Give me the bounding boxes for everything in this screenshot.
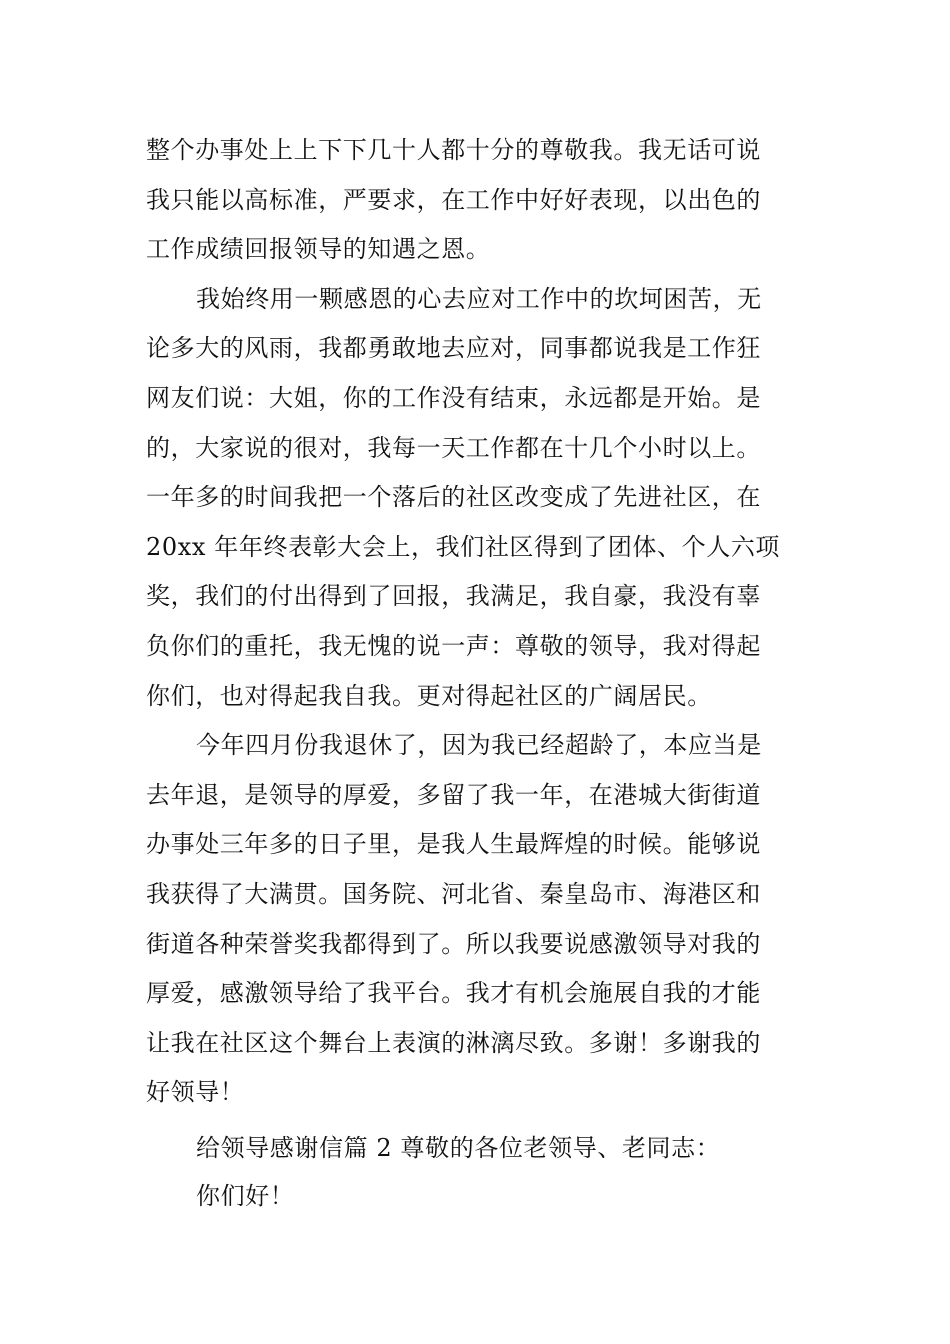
paragraph-line: 街道各种荣誉奖我都得到了。所以我要说感激领导对我的 [146,930,761,958]
paragraph-line: 的，大家说的很对，我每一天工作都在十几个小时以上。 [146,434,761,462]
paragraph-line: 我获得了大满贯。国务院、河北省、秦皇岛市、海港区和 [146,880,761,908]
paragraph-line: 我只能以高标准，严要求，在工作中好好表现，以出色的 [146,186,761,214]
paragraph-line: 网友们说：大姐，你的工作没有结束，永远都是开始。是 [146,384,761,412]
paragraph-line: 让我在社区这个舞台上表演的淋漓尽致。多谢！多谢我的 [146,1029,761,1057]
paragraph-line: 工作成绩回报领导的知遇之恩。 [146,235,491,263]
paragraph-line: 论多大的风雨，我都勇敢地去应对，同事都说我是工作狂 [146,334,761,362]
paragraph-line: 我始终用一颗感恩的心去应对工作中的坎坷困苦，无 [196,285,762,313]
paragraph-line: 负你们的重托，我无愧的说一声：尊敬的领导，我对得起 [146,632,761,660]
paragraph-line: 你们，也对得起我自我。更对得起社区的广阔居民。 [146,682,712,710]
paragraph-line: 一年多的时间我把一个落后的社区改变成了先进社区，在 [146,483,761,511]
paragraph-line: 办事处三年多的日子里，是我人生最辉煌的时候。能够说 [146,830,761,858]
paragraph-line: 好领导！ [146,1078,245,1106]
paragraph-line: 整个办事处上上下下几十人都十分的尊敬我。我无话可说 [146,136,761,164]
paragraph-line: 20xx 年年终表彰大会上，我们社区得到了团体、个人六项 [146,533,781,561]
paragraph-line: 奖，我们的付出得到了回报，我满足，我自豪，我没有辜 [146,582,761,610]
greeting-line: 你们好！ [196,1182,295,1210]
paragraph-line: 去年退，是领导的厚爱，多留了我一年，在港城大街街道 [146,781,761,809]
section-heading-line: 给领导感谢信篇 2 尊敬的各位老领导、老同志： [196,1134,721,1162]
paragraph-line: 厚爱，感激领导给了我平台。我才有机会施展自我的才能 [146,979,761,1007]
paragraph-line: 今年四月份我退休了，因为我已经超龄了，本应当是 [196,731,762,759]
